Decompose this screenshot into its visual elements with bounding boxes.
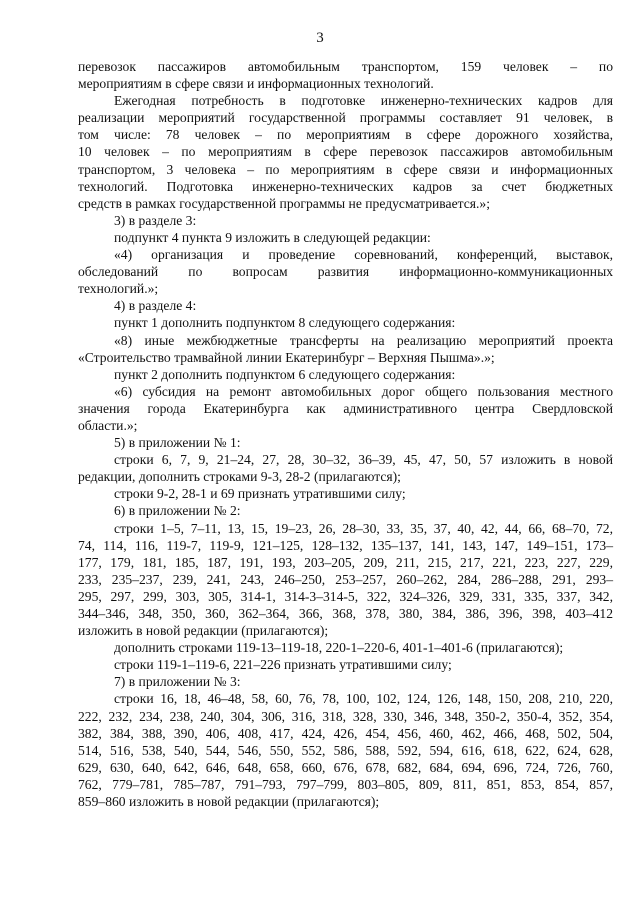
text-line: области.»;: [78, 417, 138, 433]
text-line: строки 119-1–119-6, 221–226 признать утратившими силу;: [114, 657, 452, 673]
text-line: реализации мероприятий государственной программы составляет 91 человек, в: [78, 110, 613, 126]
text-line: 10 человек – по мероприятиям в сфере перевозок пассажиров автомобильным: [78, 144, 613, 160]
text-line: технологий. Подготовка инженерно-технических кадров за счет бюджетных: [78, 178, 613, 194]
text-line: технологий.»;: [78, 281, 159, 297]
text-line: мероприятиям в сфере связи и информационных технологий.: [78, 76, 434, 92]
text-line: обследований по вопросам развития информационно-коммуникационных: [78, 264, 613, 280]
text-line: редакции, дополнить строками 9-3, 28-2 (прилагаются);: [78, 469, 401, 485]
text-line: изложить в новой редакции (прилагаются);: [78, 623, 329, 639]
text-line: перевозок пассажиров автомобильным транспортом, 159 человек – по: [78, 59, 613, 74]
text-line: 382, 384, 388, 390, 406, 408, 417, 424, 426, 454, 456, 460, 462, 466, 468, 502, 504,: [78, 725, 613, 741]
text-line: «Строительство трамвайной линии Екатеринбург – Верхняя Пышма».»;: [78, 349, 495, 365]
text-line: 629, 630, 640, 642, 646, 648, 658, 660, 676, 678, 682, 684, 694, 696, 724, 726, 760,: [78, 759, 613, 775]
text-line: транспортом, 3 человека – по мероприятиям в сфере связи и информационных: [78, 161, 613, 177]
text-line: 222, 232, 234, 238, 240, 304, 306, 316, 318, 328, 330, 346, 348, 350-2, 350-4, 352, 354,: [78, 708, 613, 724]
text-line: 762, 779–781, 785–787, 791–793, 797–799, 803–805, 809, 811, 851, 853, 854, 857,: [78, 776, 613, 792]
text-line: 859–860 изложить в новой редакции (прилагаются);: [78, 794, 380, 810]
text-line: строки 1–5, 7–11, 13, 15, 19–23, 26, 28–30, 33, 35, 37, 40, 42, 44, 66, 68–70, 72,: [114, 520, 613, 536]
text-line: пункт 1 дополнить подпунктом 8 следующего содержания:: [114, 315, 456, 331]
text-line: строки 6, 7, 9, 21–24, 27, 28, 30–32, 36–39, 45, 47, 50, 57 изложить в новой: [114, 452, 613, 468]
text-line: пункт 2 дополнить подпунктом 6 следующего содержания:: [114, 366, 456, 382]
text-line: 233, 235–237, 239, 241, 243, 246–250, 253–257, 260–262, 284, 286–288, 291, 293–: [78, 571, 613, 587]
text-line: «8) иные межбюджетные трансферты на реализацию мероприятий проекта: [114, 332, 613, 348]
text-line: 295, 297, 299, 303, 305, 314-1, 314-3–314-5, 322, 324–326, 329, 331, 335, 337, 342,: [78, 588, 613, 604]
text-line: 4) в разделе 4:: [114, 298, 197, 314]
text-line: 514, 516, 538, 540, 544, 546, 550, 552, 586, 588, 592, 594, 616, 618, 622, 624, 628,: [78, 742, 613, 758]
text-line: дополнить строками 119-13–119-18, 220-1–220-6, 401-1–401-6 (прилагаются);: [114, 640, 564, 656]
text-line: Ежегодная потребность в подготовке инженерно-технических кадров для: [114, 93, 613, 109]
text-line: значения города Екатеринбурга как административного центра Свердловской: [78, 400, 613, 416]
text-line: строки 16, 18, 46–48, 58, 60, 76, 78, 100, 102, 124, 126, 148, 150, 208, 210, 220,: [114, 691, 613, 707]
text-line: 74, 114, 116, 119-7, 119-9, 121–125, 128–132, 135–137, 141, 143, 147, 149–151, 173–: [78, 537, 613, 553]
text-line: «4) организация и проведение соревнований, конференций, выставок,: [114, 247, 613, 263]
text-line: 3) в разделе 3:: [114, 212, 197, 228]
text-line: средств в рамках государственной программы не предусматривается.»;: [78, 195, 490, 211]
text-line: 344–346, 348, 350, 360, 362–364, 366, 368, 378, 380, 384, 386, 396, 398, 403–412: [78, 606, 613, 621]
text-line: 5) в приложении № 1:: [114, 435, 241, 451]
text-line: подпункт 4 пункта 9 изложить в следующей редакции:: [114, 229, 431, 245]
text-line: строки 9-2, 28-1 и 69 признать утратившими силу;: [114, 486, 406, 502]
text-line: 177, 179, 181, 185, 187, 191, 193, 203–205, 209, 211, 215, 217, 221, 223, 227, 229,: [78, 554, 613, 570]
text-line: 7) в приложении № 3:: [114, 674, 241, 690]
text-line: 6) в приложении № 2:: [114, 503, 241, 519]
text-line: «6) субсидия на ремонт автомобильных дорог общего пользования местного: [114, 383, 613, 399]
text-line: том числе: 78 человек – по мероприятиям в сфере дорожного хозяйства,: [78, 127, 613, 143]
page-number: 3: [316, 30, 324, 46]
document-body: [78, 58, 613, 810]
